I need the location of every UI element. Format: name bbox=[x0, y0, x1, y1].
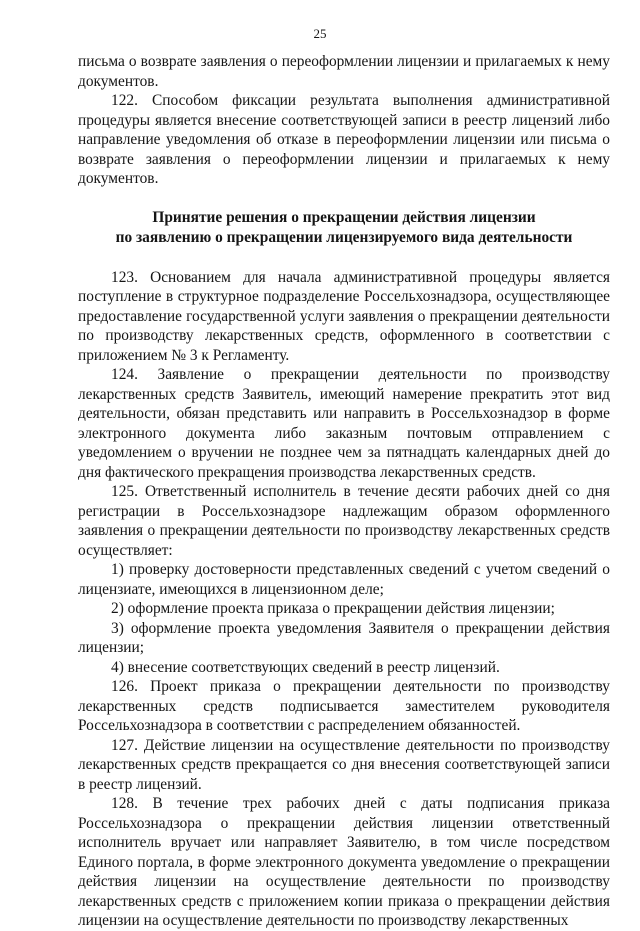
section-heading-line-2: по заявлению о прекращении лицензируемого вида деятельности bbox=[115, 228, 573, 246]
list-item-125-4: 4) внесение соответствующих сведений в реестр лицензий. bbox=[111, 658, 500, 676]
list-item-125-2: 2) оформление проекта приказа о прекращении действия лицензии; bbox=[111, 600, 555, 617]
paragraph-127: 127. Действие лицензии на осуществление деятельности по производству лекарственных средств прекращается со дня внесения соответствующей записи в реестр лицензий. bbox=[78, 736, 610, 793]
list-item-125-3: 3) оформление проекта уведомления Заявителя о прекращении действия лицензии; bbox=[78, 619, 610, 656]
document-body bbox=[78, 52, 610, 931]
section-heading-line-1: Принятие решения о прекращении действия лицензии bbox=[152, 208, 536, 226]
paragraph-128: 128. В течение трех рабочих дней с даты подписания приказа Россельхознадзора о прекращении действия лицензии ответственный исполнитель вручает или направляет Заявителю, в том числе посредством Единого портала, в форме электронного документа уведомление о прекращении действия лицензии на осуществление деятельности по производству лекарственных средств с приложением копии приказа о прекращении действия лицензии на осуществление деятельности по производству лекарственных bbox=[78, 795, 610, 929]
paragraph-126: 126. Проект приказа о прекращении деятельности по производству лекарственных средств подписывается заместителем руководителя Россельхознадзора в соответствии с распределением обязанностей. bbox=[78, 678, 610, 734]
paragraph-122: 122. Способом фиксации результата выполнения административной процедуры является внесение соответствующей записи в реестр лицензий либо направление уведомления об отказе в переоформлении лицензии или письма о возврате заявления о переоформлении лицензии и прилагаемых к нему документов. bbox=[78, 92, 610, 187]
paragraph-continuation: письма о возврате заявления о переоформлении лицензии и прилагаемых к нему документов. bbox=[78, 53, 610, 90]
paragraph-124: 124. Заявление о прекращении деятельности по производству лекарственных средств Заявитель, имеющий намерение прекратить этот вид деятельности, обязан представить или направить в Россельхознадзор в форме электронного документа либо заказным почтовым отправлением с уведомлением о вручении не позднее чем за пятнадцать календарных дней до дня фактического прекращения производства лекарственных средств. bbox=[78, 366, 610, 481]
paragraph-125: 125. Ответственный исполнитель в течение десяти рабочих дней со дня регистрации в Россельхознадзоре надлежащим образом оформленного заявления о прекращении деятельности по производству лекарственных средств осуществляет: bbox=[78, 483, 610, 559]
list-item-125-1: 1) проверку достоверности представленных сведений с учетом сведений о лицензиате, имеющихся в лицензионном деле; bbox=[78, 561, 610, 598]
paragraph-123: 123. Основанием для начала административной процедуры является поступление в структурное подразделение Россельхознадзора, осуществляющее предоставление государственной услуги заявления о прекращении деятельности по производству лекарственных средств, оформленного в соответствии с приложением № 3 к Регламенту. bbox=[78, 268, 610, 364]
section-heading bbox=[78, 208, 610, 248]
page-number: 25 bbox=[313, 26, 327, 41]
